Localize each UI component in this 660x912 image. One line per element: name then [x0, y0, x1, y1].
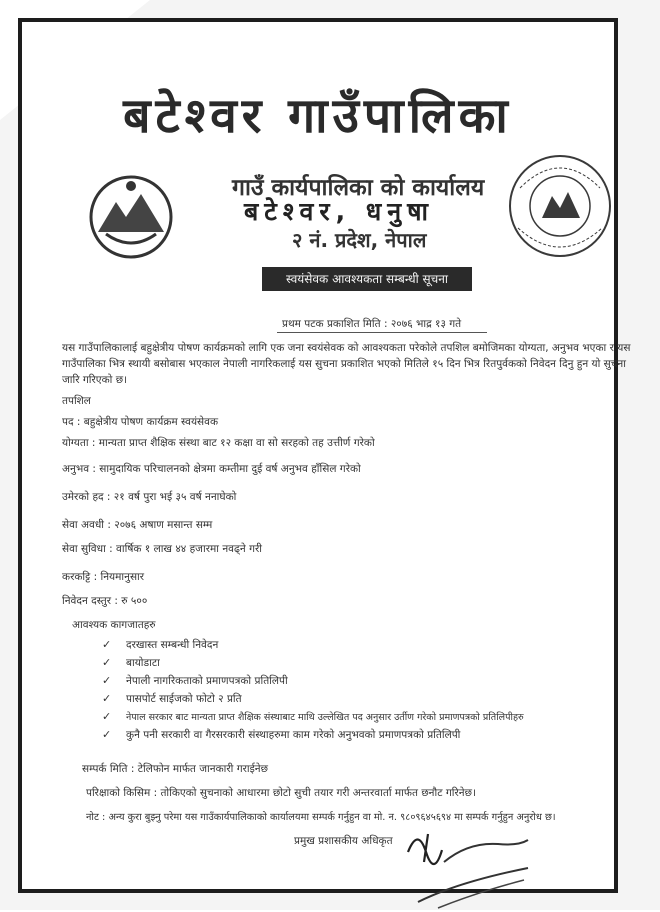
date-divider	[277, 332, 487, 333]
nepal-emblem-icon	[86, 172, 176, 262]
post-line: पद : बहुक्षेत्रीय पोषण कार्यक्रम स्वयंसेवक	[62, 416, 219, 428]
contact-date-line: सम्पर्क मिति : टेलिफोन मार्फत जानकारी गराईनेछ	[82, 763, 268, 775]
checklist-item: ✓ नेपाल सरकार बाट मान्यता प्राप्त शैक्षिक संस्थाबाट माथि उल्लेखित पद अनुसार उर्तीण गरेको प्रमाणपत्रको प्रतिलिपीहरु	[102, 710, 524, 723]
checklist-item: ✓ कुनै पनी सरकारी वा गैरसरकारी संस्थाहरुमा काम गरेको अनुभवको प्रमाणपत्रको प्रतिलिपी	[102, 728, 461, 741]
signature-stamp	[398, 822, 538, 912]
checkmark-icon: ✓	[102, 638, 112, 651]
fee-line: निवेदन दस्तुर : रु ५००	[62, 595, 148, 607]
checkmark-icon: ✓	[102, 674, 112, 687]
notice-document	[18, 18, 631, 893]
facility-line: सेवा सुविधा : वार्षिक १ लाख ४४ हजारमा नवढ्ने गरी	[62, 543, 262, 555]
office-name: गाउँ कार्यपालिका को कार्यालय	[232, 175, 485, 201]
tax-line: करकट्टि : नियमानुसार	[62, 571, 145, 583]
checkmark-icon: ✓	[102, 728, 112, 741]
publish-date: प्रथम पटक प्रकाशित मिति : २०७६ भाद्र १३ गते	[282, 318, 462, 330]
checkmark-icon: ✓	[102, 692, 112, 705]
qualification-line: योग्यता : मान्यता प्राप्त शैक्षिक संस्था बाट १२ कक्षा वा सो सरहको तह उत्तीर्ण गरेको	[62, 437, 375, 449]
checklist-item: ✓ नेपाली नागरिकताको प्रमाणपत्रको प्रतिलिपी	[102, 674, 288, 687]
age-line: उमेरको हद : २१ वर्ष पुरा भई ३५ वर्ष ननाघेको	[62, 491, 237, 503]
checklist-item: ✓ पासपोर्ट साईजको फोटो २ प्रति	[102, 692, 242, 705]
checkmark-icon: ✓	[102, 710, 112, 723]
checklist-item: ✓ बायोडाटा	[102, 656, 160, 669]
official-seal-stamp	[500, 148, 620, 268]
province-name: २ नं. प्रदेश, नेपाल	[292, 228, 427, 252]
notice-heading: स्वयंसेवक आवश्यकता सम्बन्धी सूचना	[262, 267, 472, 291]
experience-line: अनुभव : सामुदायिक परिचालनको क्षेत्रमा कम्तीमा दुई वर्ष अनुभव हाँसिल गरेको	[62, 463, 361, 475]
office-location: बटेश्वर, धनुषा	[244, 197, 435, 226]
tapsil-heading: तपशिल	[62, 395, 91, 407]
note-line: नोट : अन्य कुरा बुझ्नु परेमा यस गाउँकार्यपालिकाको कार्यालयमा सम्पर्क गर्नुहुन वा मो. न. ९८०९६४५६९४ मा सम्पर्क गर्नुहुन अनुरोध छ।	[86, 812, 556, 823]
documents-heading: आवश्यक कागजातहरु	[72, 619, 156, 631]
intro-paragraph: यस गाउँपालिकालाई बहुक्षेत्रीय पोषण कार्यक्रमको लागि एक जना स्वयंसेवक को आवश्यकता परेकोले तपशिल बमोजिमका योग्यता, अनुभव भएका र यस गाउँपालिका भित्र स्थायी बसोबास भएकाल नेपाली नागरिकलाई यस सुचना प्रकाशित भएको मितिले १५ दिन भित्र रितपुर्वकको निवेदन दिनु हुन यो सुचना जारि गरिएको छ।	[62, 342, 631, 386]
service-period-line: सेवा अवधी : २०७६ अषाण मसान्त सम्म	[62, 519, 213, 531]
checklist-item: ✓ दरखास्त सम्बन्धी निवेदन	[102, 638, 219, 651]
municipality-title: बटेश्वर गाउँपालिका	[123, 88, 513, 144]
exam-type-line: परिक्षाको किसिम : तोकिएको सुचनाको आधारमा छोटो सुची तयार गरी अन्तरवार्ता मार्फत छनौट गरिनेछ।	[86, 787, 476, 799]
signatory-title: प्रमुख प्रशासकीय अधिकृत	[294, 835, 393, 847]
checkmark-icon: ✓	[102, 656, 112, 669]
